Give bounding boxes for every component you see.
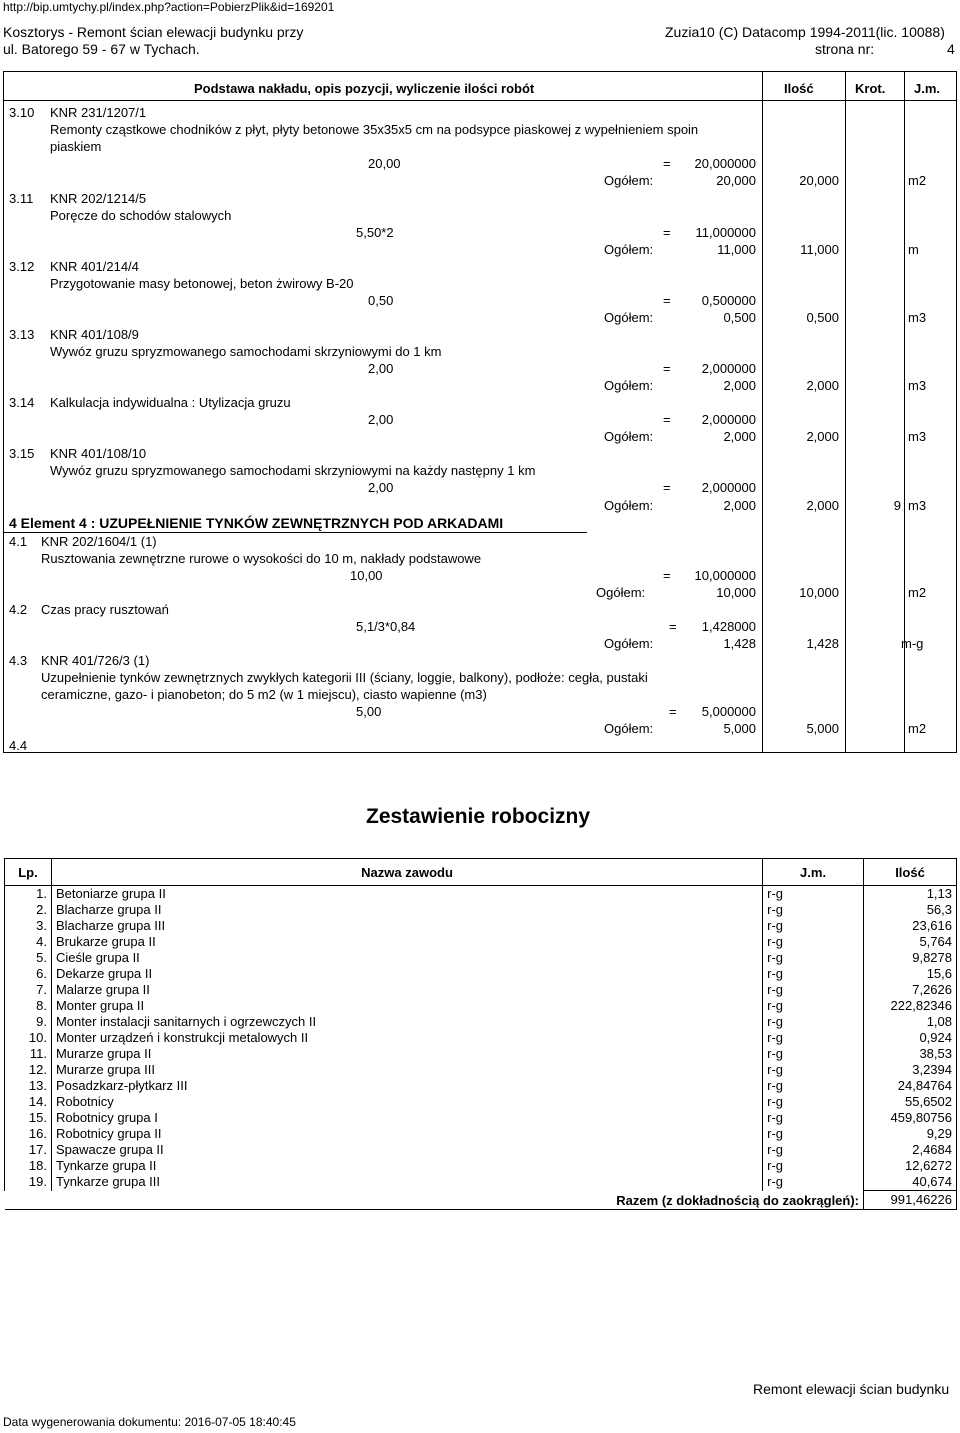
item-formula: 10,00 [350, 568, 383, 583]
item-description: Wywóz gruzu spryzmowanego samochodami skrzyniowymi na każdy następny 1 km [50, 463, 536, 478]
document-url: http://bip.umtychy.pl/index.php?action=PobierzPlik&id=169201 [3, 0, 335, 14]
trade-name: Cieśle grupa II [51, 950, 762, 966]
item-equals: = [663, 293, 671, 308]
col-header-unit: J.m. [763, 859, 864, 886]
row-unit: r-g [763, 998, 864, 1014]
row-number: 3. [5, 918, 52, 934]
col-header-multiplier: Krot. [855, 81, 886, 96]
estimate-title-line1: Kosztorys - Remont ścian elewacji budynku przy [3, 24, 304, 40]
col-header-description: Podstawa nakładu, opis pozycji, wyliczenie ilości robót [194, 81, 535, 96]
col-header-quantity: Ilość [864, 859, 957, 886]
item-quantity: 2,000 [806, 498, 839, 513]
item-formula: 5,1/3*0,84 [356, 619, 416, 634]
item-quantity: 5,000 [806, 721, 839, 736]
row-unit: r-g [763, 1142, 864, 1158]
row-quantity: 5,764 [864, 934, 957, 950]
trade-name: Murarze grupa III [51, 1062, 762, 1078]
trade-name: Robotnicy [51, 1094, 762, 1110]
item-total-label: Ogółem: [604, 429, 654, 444]
item-equals: = [663, 225, 671, 240]
row-number: 18. [5, 1158, 52, 1174]
trade-name: Brukarze grupa II [51, 934, 762, 950]
item-result: 2,000000 [701, 412, 756, 427]
table-row [5, 918, 957, 934]
row-unit: r-g [763, 902, 864, 918]
item-number: 4.2 [9, 602, 28, 617]
table-row [5, 1110, 957, 1126]
row-unit: r-g [763, 934, 864, 950]
table-row [5, 966, 957, 982]
item-result: 1,428000 [701, 619, 756, 634]
row-quantity: 12,6272 [864, 1158, 957, 1174]
item-equals: = [663, 156, 671, 171]
row-quantity: 23,616 [864, 918, 957, 934]
item-total-label: Ogółem: [604, 378, 654, 393]
table-row [5, 1126, 957, 1142]
item-unit: m3 [908, 310, 927, 325]
item-unit: m2 [908, 173, 927, 188]
row-unit: r-g [763, 1094, 864, 1110]
item-total-label: Ogółem: [604, 636, 654, 651]
table-row [5, 1142, 957, 1158]
item-result: 11,000000 [695, 225, 756, 240]
item-code: KNR 231/1207/1 [50, 105, 147, 120]
row-number: 7. [5, 982, 52, 998]
col-header-trade: Nazwa zawodu [51, 859, 762, 886]
table-row [5, 1158, 957, 1174]
item-total: 0,500 [723, 310, 756, 325]
row-number: 10. [5, 1030, 52, 1046]
table-row [5, 886, 957, 903]
item-unit: m3 [908, 498, 927, 513]
item-unit: m [908, 242, 919, 257]
item-description: Remonty cząstkowe chodników z płyt, płyty betonowe 35x35x5 cm na podsypce piaskowej z wypełnieniem spoin [50, 122, 699, 137]
item-code: Kalkulacja indywidualna : Utylizacja gruzu [50, 395, 291, 410]
page-label: strona nr: [815, 41, 875, 57]
row-quantity: 9,29 [864, 1126, 957, 1142]
item-number: 4.4 [9, 738, 28, 753]
item-code: KNR 202/1604/1 (1) [41, 534, 157, 549]
item-quantity: 11,000 [800, 242, 839, 257]
row-number: 9. [5, 1014, 52, 1030]
row-number: 19. [5, 1174, 52, 1191]
item-total: 2,000 [723, 378, 756, 393]
item-description: piaskiem [50, 139, 102, 154]
item-unit: m-g [901, 636, 924, 651]
row-unit: r-g [763, 1062, 864, 1078]
trade-name: Tynkarze grupa III [51, 1174, 762, 1191]
col-header-lp: Lp. [5, 859, 52, 886]
table-row [5, 1062, 957, 1078]
item-quantity: 20,000 [799, 173, 839, 188]
row-unit: r-g [763, 1078, 864, 1094]
table-row [5, 1046, 957, 1062]
item-code: KNR 401/108/9 [50, 327, 139, 342]
item-code: KNR 401/726/3 (1) [41, 653, 150, 668]
table-row [5, 1078, 957, 1094]
row-quantity: 459,80756 [864, 1110, 957, 1126]
row-number: 1. [5, 886, 52, 903]
item-number: 3.14 [9, 395, 35, 410]
item-result: 2,000000 [701, 480, 756, 495]
item-description: Rusztowania zewnętrzne rurowe o wysokości do 10 m, nakłady podstawowe [41, 551, 482, 566]
trade-name: Blacharze grupa II [51, 902, 762, 918]
row-unit: r-g [763, 1158, 864, 1174]
table-row [5, 1030, 957, 1046]
item-description: Uzupełnienie tynków zewnętrznych zwykłych kategorii III (ściany, loggie, balkony), podłoże: cegła, pustaki [41, 670, 648, 685]
item-equals: = [663, 568, 671, 583]
trade-name: Monter grupa II [51, 998, 762, 1014]
row-number: 14. [5, 1094, 52, 1110]
row-number: 4. [5, 934, 52, 950]
item-unit: m2 [908, 585, 927, 600]
item-total-label: Ogółem: [604, 498, 654, 513]
trade-name: Robotnicy grupa II [51, 1126, 762, 1142]
table-row [5, 902, 957, 918]
item-number: 3.11 [9, 191, 34, 206]
row-number: 8. [5, 998, 52, 1014]
row-quantity: 15,6 [864, 966, 957, 982]
table-row [5, 1174, 957, 1191]
row-quantity: 222,82346 [864, 998, 957, 1014]
trade-name: Monter urządzeń i konstrukcji metalowych II [51, 1030, 762, 1046]
item-code: KNR 202/1214/5 [50, 191, 147, 206]
row-quantity: 55,6502 [864, 1094, 957, 1110]
trade-name: Blacharze grupa III [51, 918, 762, 934]
item-equals: = [669, 619, 677, 634]
row-number: 17. [5, 1142, 52, 1158]
item-formula: 20,00 [368, 156, 401, 171]
item-formula: 5,50*2 [356, 225, 394, 240]
item-total: 5,000 [723, 721, 756, 736]
trade-name: Dekarze grupa II [51, 966, 762, 982]
table-row [5, 1014, 957, 1030]
item-result: 0,500000 [701, 293, 756, 308]
item-number: 3.10 [9, 105, 35, 120]
item-quantity: 2,000 [806, 429, 839, 444]
item-equals: = [663, 361, 671, 376]
item-description: ceramiczne, gazo- i pianobeton; do 5 m2 (w 1 miejscu), ciasto wapienne (m3) [41, 687, 487, 702]
item-result: 2,000000 [701, 361, 756, 376]
row-unit: r-g [763, 1014, 864, 1030]
item-formula: 0,50 [368, 293, 394, 308]
row-quantity: 3,2394 [864, 1062, 957, 1078]
item-number: 3.13 [9, 327, 35, 342]
item-number: 3.12 [9, 259, 35, 274]
item-unit: m3 [908, 378, 927, 393]
row-quantity: 1,13 [864, 886, 957, 903]
item-quantity: 2,000 [806, 378, 839, 393]
item-result: 5,000000 [701, 704, 756, 719]
col-header-quantity: Ilość [784, 81, 814, 96]
item-result: 20,000000 [694, 156, 756, 171]
labour-total-row [5, 1191, 957, 1210]
labour-total-label: Razem (z dokładnością do zaokrągleń): [5, 1191, 864, 1210]
item-equals: = [663, 480, 671, 495]
labour-table-header [5, 859, 957, 886]
item-quantity: 10,000 [799, 585, 839, 600]
labour-total-value: 991,46226 [864, 1191, 957, 1210]
item-number: 4.1 [9, 534, 28, 549]
table-row [5, 934, 957, 950]
trade-name: Murarze grupa II [51, 1046, 762, 1062]
item-total: 2,000 [723, 429, 756, 444]
item-formula: 2,00 [368, 361, 394, 376]
item-total-label: Ogółem: [604, 310, 654, 325]
row-quantity: 24,84764 [864, 1078, 957, 1094]
item-total-label: Ogółem: [596, 585, 646, 600]
trade-name: Robotnicy grupa I [51, 1110, 762, 1126]
trade-name: Monter instalacji sanitarnych i ogrzewczych II [51, 1014, 762, 1030]
row-quantity: 7,2626 [864, 982, 957, 998]
item-total: 20,000 [716, 173, 756, 188]
row-unit: r-g [763, 886, 864, 903]
item-description: Przygotowanie masy betonowej, beton żwirowy B-20 [50, 276, 354, 291]
row-unit: r-g [763, 918, 864, 934]
row-unit: r-g [763, 1110, 864, 1126]
item-code: KNR 401/214/4 [50, 259, 139, 274]
item-total-label: Ogółem: [604, 242, 654, 257]
row-unit: r-g [763, 950, 864, 966]
estimate-title-line2: ul. Batorego 59 - 67 w Tychach. [3, 41, 200, 57]
element-heading: 4 Element 4 : UZUPEŁNIENIE TYNKÓW ZEWNĘTRZNYCH POD ARKADAMI [9, 515, 504, 531]
row-unit: r-g [763, 982, 864, 998]
trade-name: Spawacze grupa II [51, 1142, 762, 1158]
row-quantity: 2,4684 [864, 1142, 957, 1158]
item-formula: 5,00 [356, 704, 382, 719]
item-total: 11,000 [717, 242, 756, 257]
generation-date: Data wygenerowania dokumentu: 2016-07-05 18:40:45 [3, 1415, 296, 1429]
footer-document-title: Remont elewacji ścian budynku [753, 1381, 950, 1397]
item-multiplier: 9 [893, 498, 901, 513]
item-code: KNR 401/108/10 [50, 446, 147, 461]
item-formula: 2,00 [368, 480, 394, 495]
table-row [5, 982, 957, 998]
row-number: 16. [5, 1126, 52, 1142]
item-total-label: Ogółem: [604, 173, 654, 188]
item-equals: = [663, 412, 671, 427]
item-description: Wywóz gruzu spryzmowanego samochodami skrzyniowymi do 1 km [50, 344, 442, 359]
item-total: 10,000 [716, 585, 756, 600]
row-unit: r-g [763, 1046, 864, 1062]
trade-name: Posadzkarz-płytkarz III [51, 1078, 762, 1094]
table-row [5, 950, 957, 966]
labour-summary-title: Zestawienie robocizny [366, 805, 591, 828]
item-unit: m2 [908, 721, 927, 736]
row-unit: r-g [763, 966, 864, 982]
row-unit: r-g [763, 1030, 864, 1046]
item-quantity: 1,428 [806, 636, 839, 651]
row-unit: r-g [763, 1126, 864, 1142]
row-quantity: 40,674 [864, 1174, 957, 1191]
page-number: 4 [947, 41, 955, 57]
row-quantity: 9,8278 [864, 950, 957, 966]
item-unit: m3 [908, 429, 927, 444]
software-info: Zuzia10 (C) Datacomp 1994-2011(lic. 10088) [665, 24, 945, 40]
item-equals: = [669, 704, 677, 719]
item-number: 3.15 [9, 446, 35, 461]
item-number: 4.3 [9, 653, 28, 668]
item-code: Czas pracy rusztowań [41, 602, 169, 617]
item-quantity: 0,500 [806, 310, 839, 325]
row-number: 5. [5, 950, 52, 966]
item-result: 10,000000 [694, 568, 756, 583]
row-quantity: 1,08 [864, 1014, 957, 1030]
trade-name: Betoniarze grupa II [51, 886, 762, 903]
table-row [5, 1094, 957, 1110]
trade-name: Tynkarze grupa II [51, 1158, 762, 1174]
row-number: 13. [5, 1078, 52, 1094]
table-row [5, 998, 957, 1014]
row-number: 15. [5, 1110, 52, 1126]
row-number: 2. [5, 902, 52, 918]
item-total: 1,428 [723, 636, 756, 651]
col-header-unit: J.m. [914, 81, 941, 96]
row-number: 6. [5, 966, 52, 982]
row-unit: r-g [763, 1174, 864, 1191]
trade-name: Malarze grupa II [51, 982, 762, 998]
labour-table [4, 858, 957, 1210]
row-number: 11. [5, 1046, 52, 1062]
item-formula: 2,00 [368, 412, 394, 427]
row-quantity: 38,53 [864, 1046, 957, 1062]
row-number: 12. [5, 1062, 52, 1078]
row-quantity: 56,3 [864, 902, 957, 918]
row-quantity: 0,924 [864, 1030, 957, 1046]
item-total-label: Ogółem: [604, 721, 654, 736]
item-description: Poręcze do schodów stalowych [50, 208, 232, 223]
item-total: 2,000 [723, 498, 756, 513]
